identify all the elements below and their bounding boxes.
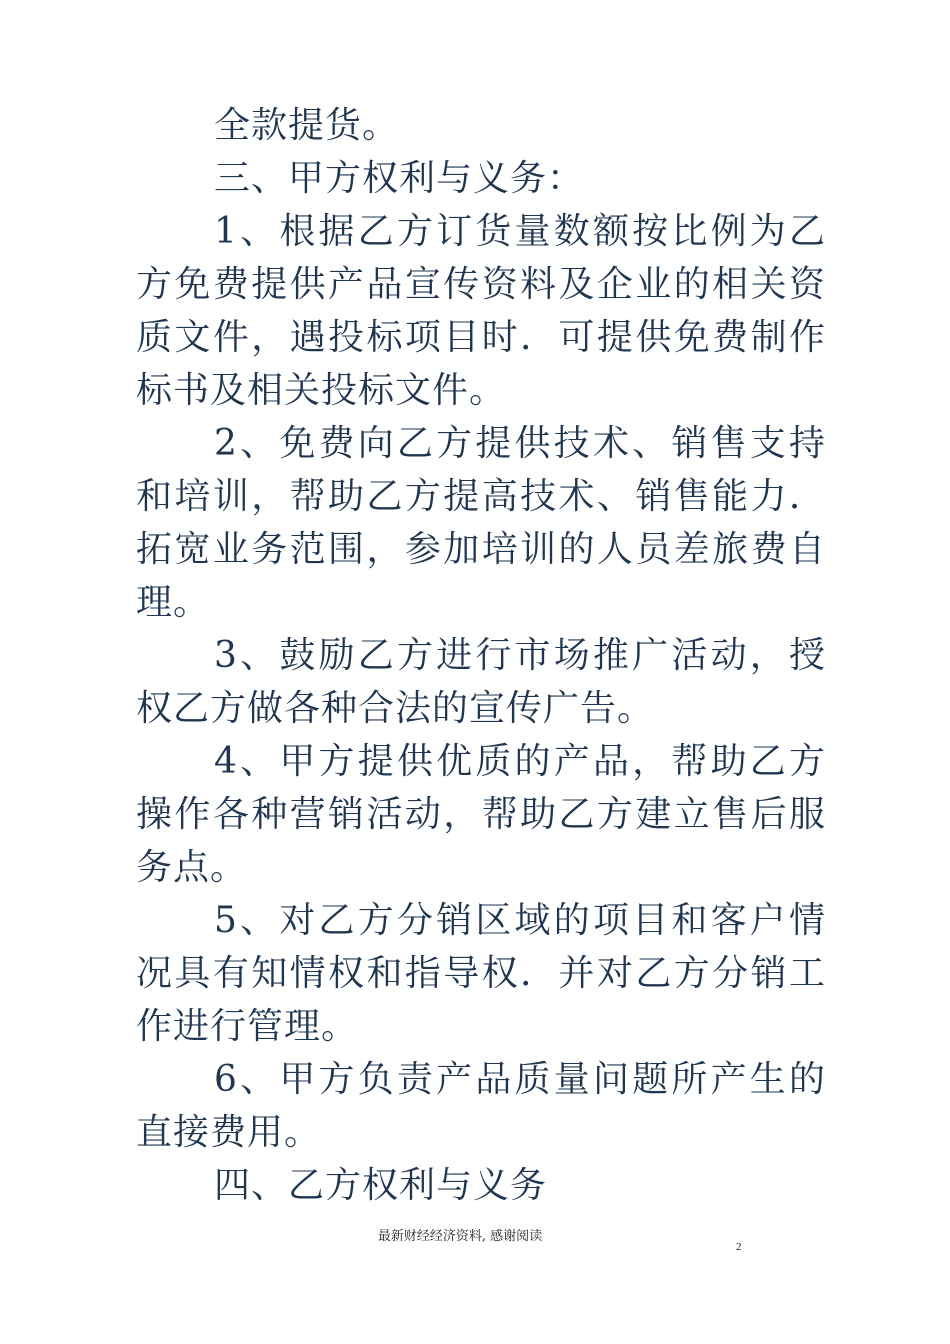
clause-2: 2、免费向乙方提供技术、销售支持和培训，帮助乙方提高技术、销售能力．拓宽业务范围，参加培训的人员差旅费自理。	[136, 423, 826, 623]
clause-5: 5、对乙方分销区域的项目和客户情况具有知情权和指导权．并对乙方分销工作进行管理。	[136, 900, 826, 1047]
section-heading-party-a: 三、甲方权利与义务：	[214, 158, 585, 199]
clause-1: 1、根据乙方订货量数额按比例为乙方免费提供产品宣传资料及企业的相关资质文件，遇投标项目时．可提供免费制作标书及相关投标文件。	[136, 211, 826, 411]
document-body	[136, 99, 826, 1212]
paragraph-continuation: 全款提货。	[214, 105, 400, 146]
clause-6: 6、甲方负责产品质量问题所产生的直接费用。	[136, 1059, 826, 1153]
page-number: 2	[736, 1241, 742, 1253]
clause-3: 3、鼓励乙方进行市场推广活动，授权乙方做各种合法的宣传广告。	[136, 635, 826, 729]
section-heading-party-b: 四、乙方权利与义务	[214, 1165, 548, 1206]
footer-note: 最新财经经济资料, 感谢阅读	[377, 1229, 543, 1244]
clause-4: 4、甲方提供优质的产品，帮助乙方操作各种营销活动，帮助乙方建立售后服务点。	[136, 741, 826, 888]
